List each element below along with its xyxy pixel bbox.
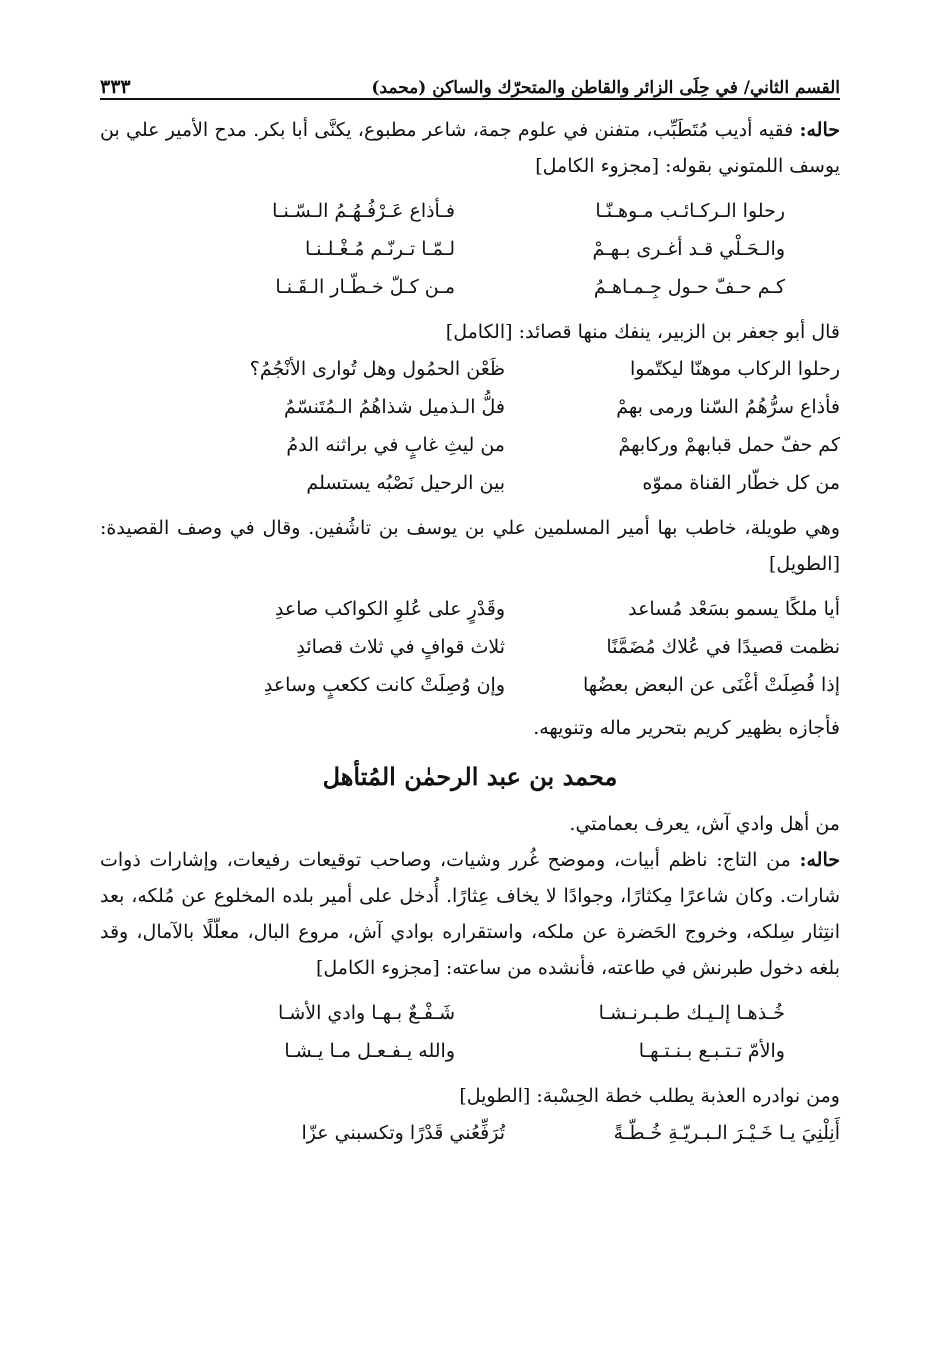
- poem-1-verse: [100, 192, 840, 230]
- hemistich-second: مـن كـلّ خـطّـار الـقَـنـا: [275, 276, 455, 298]
- hemistich-second: وإن وُصِلَتْ كانت ككعبٍ وساعدِ: [263, 674, 505, 696]
- hemistich-first: خُـذهـا إلـيـك طـبـرنـشـا: [598, 1002, 785, 1024]
- paragraph-2-text: قال أبو جعفر بن الزبير، ينفك منها قصائد:: [518, 321, 840, 343]
- hemistich-first: رحلوا الـركـائـب مـوهـنّـا: [595, 200, 785, 222]
- paragraph-3: [100, 510, 840, 582]
- hemistich-first: والأمّ تـتـبـع بـنـتـهـا: [638, 1040, 785, 1062]
- poem-2-verse: [100, 464, 840, 502]
- poem-1: [100, 192, 840, 306]
- poem-4-verse: [100, 994, 840, 1032]
- hemistich-second: شَـفْـعٌ بـهـا وادي الأشـا: [277, 1002, 455, 1024]
- poem-4: [100, 994, 840, 1070]
- biography-label: حاله:: [799, 849, 840, 871]
- hemistich-second: فلُّ الـذميل شذاهُمُ الـمُتَنسّمُ: [283, 396, 505, 418]
- poem-5: [100, 1114, 840, 1152]
- intro-text: فقيه أديب مُتَطَبِّب، متفنن في علوم جمة، شاعر مطبوع، يكنَّى أبا بكر. مدح الأمير علي بن يوسف اللمتوني بقوله:: [100, 119, 840, 177]
- header-title: القسم الثاني/ في حِلَى الزائر والقاطن والمتحرّك والساكن (محمد): [371, 78, 840, 98]
- hemistich-first: أَنِلْنِيَ يـا خَـيْـرَ الـبـريّـةِ خُـطّـةً: [613, 1122, 840, 1144]
- paragraph-5-text: ومن نوادره العذبة يطلب خطة الحِسْبة:: [536, 1085, 840, 1107]
- poem-2-verse: [100, 426, 840, 464]
- hemistich-first: أيا ملكًا يسمو بسَعْد مُساعد: [628, 598, 840, 620]
- hemistich-second: لـمّـا تـرنّـم مُـغْـلـنـا: [304, 238, 455, 260]
- paragraph-2: [100, 314, 840, 350]
- intro-meter: [مجزوء الكامل]: [535, 155, 660, 177]
- hemistich-second: ظَعْن الحمُول وهل تُوارى الأنْجُمُ؟: [249, 358, 505, 380]
- hemistich-second: فـأذاع عَـرْفُـهُـمُ الـسّـنـا: [272, 200, 455, 222]
- biography-text: من التاج: ناظم أبيات، وموضح غُرر وشيات، وصاحب توقيعات رفيعات، وإشارات ذوات شارات. وكان شاعرًا مِكثارًا، وجوادًا لا يخاف عِثارًا. أُدخل على أمير بلده المخلوع عن مُلكه، بعد انتِثار سِلكه، وخروج الحَضرة عن ملكه، واستقراره بوادي آش، مروع البال، معلّلًا بالآمال، وقد بلغه دخول طبرنش في طاعته، فأنشده من ساعته:: [100, 849, 840, 979]
- biography-paragraph: [100, 842, 840, 986]
- hemistich-first: رحلوا الركاب موهنّا ليكتّموا: [629, 358, 840, 380]
- poem-4-verse: [100, 1032, 840, 1070]
- paragraph-5-meter: [الطويل]: [459, 1085, 531, 1107]
- hemistich-second: والله يـفـعـل مـا يـشـا: [284, 1040, 455, 1062]
- poem-3: [100, 590, 840, 704]
- hemistich-second: ثلاث قوافٍ في ثلاث قصائدِ: [296, 636, 505, 658]
- paragraph-4: [100, 710, 840, 746]
- hemistich-first: كم حفّ حمل قبابهمْ وركابهمْ: [618, 434, 840, 456]
- hemistich-first: فأذاع سرُّهُمُ السّنا ورمى بهمْ: [616, 396, 840, 418]
- paragraph-3-text: وهي طويلة، خاطب بها أمير المسلمين علي بن يوسف بن تاشُفين. وقال في وصف القصيدة:: [100, 517, 840, 539]
- intro-label: حاله:: [799, 119, 840, 141]
- poem-2-verse: [100, 388, 840, 426]
- poem-2: [100, 350, 840, 502]
- poem-2-verse: [100, 350, 840, 388]
- poem-3-verse: [100, 666, 840, 704]
- intro-paragraph: [100, 112, 840, 184]
- poem-3-verse: [100, 628, 840, 666]
- biography-meter: [مجزوء الكامل]: [315, 957, 440, 979]
- hemistich-first: نظمت قصيدًا في عُلاك مُضَمَّنًا: [606, 636, 840, 658]
- hemistich-second: تُرَفِّعُني قَدْرًا وتكسبني عزّا: [301, 1122, 505, 1144]
- poem-1-verse: [100, 268, 840, 306]
- hemistich-second: من ليثِ غابٍ في براثنه الدمُ: [286, 434, 505, 456]
- paragraph-2-meter: [الكامل]: [445, 321, 513, 343]
- biography-origin: من أهل وادي آش، يعرف بعمامتي.: [569, 813, 840, 835]
- hemistich-first: والـحَـلْي قـد أغـرى بـهـمْ: [592, 238, 785, 260]
- hemistich-first: إذا فُصِلَتْ أغْنَى عن البعض بعضُها: [582, 674, 840, 696]
- running-header: [100, 64, 840, 100]
- poem-5-verse: [100, 1114, 840, 1152]
- hemistich-second: وقَدْرٍ على عُلوِ الكواكب صاعدِ: [274, 598, 505, 620]
- hemistich-first: من كل خطّار القناة مموّه: [642, 472, 840, 494]
- page-number: ٣٣٣: [100, 76, 131, 98]
- page-body: [100, 112, 840, 1152]
- biography-title: محمد بن عبد الرحمٰن المُتأهل: [322, 762, 618, 791]
- hemistich-first: كـم حـفّ حـول جِـمـاهـمُ: [593, 276, 785, 298]
- hemistich-second: بين الرحيل نَصْبُه يستسلم: [306, 472, 505, 494]
- paragraph-4-text: فأجازه بظهير كريم بتحرير ماله وتنويهه.: [533, 717, 840, 739]
- paragraph-5: [100, 1078, 840, 1114]
- paragraph-3-meter: [الطويل]: [769, 553, 840, 575]
- poem-3-verse: [100, 590, 840, 628]
- poem-1-verse: [100, 230, 840, 268]
